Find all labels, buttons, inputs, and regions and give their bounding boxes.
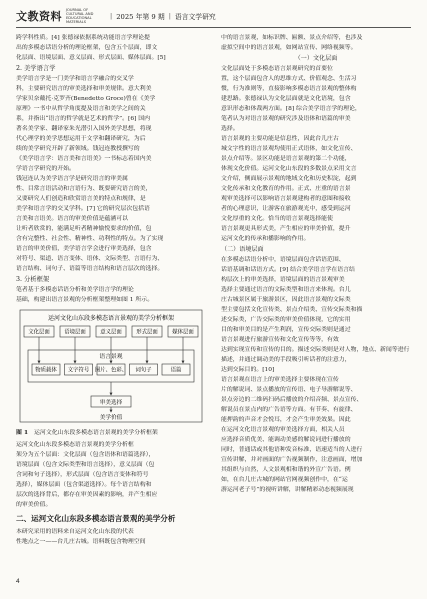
text-line: 庄古城景区属于旅游景区，因此语言景观的文际类 (221, 297, 351, 303)
figure-title: 运河文化山东段多模态语言景观的美学分析框架 (47, 315, 175, 322)
figure-caption-label: 图 1 (16, 429, 29, 436)
text-line: 架分为五个层面：文化层面（包含语体和语篇选择）， (16, 452, 155, 458)
text-line: 语言景观更具形式美，产生相应的审美价值，提升 (221, 226, 351, 232)
text-line: 又要研究人们创造和欣赏语言美的特点和规律，是 (16, 196, 146, 202)
paragraph (221, 375, 411, 495)
paragraph (221, 33, 411, 53)
inner-label: 词句子 (135, 367, 152, 374)
paragraph (16, 527, 206, 547)
column-label: 语言文学研究 (174, 13, 216, 21)
paragraph (221, 134, 411, 244)
text-line: 系，并指出“语言的哲学就是艺术的哲学”。[6] 国内 (16, 116, 151, 122)
layer-label: 文化层面 (28, 329, 50, 336)
text-line: 文化传承和文化教育的作用。正式、庄重的语言景 (221, 186, 351, 192)
text-line: 化层面、语境层面、意义层面、形式层面、媒体层面。[5] (16, 55, 166, 61)
figure-diagram (16, 308, 206, 426)
text-line: 描述，并通过调动美的手段吸引听话者的注意力， (221, 357, 351, 363)
text-line: 目的和审美目的是产生利润，宣传交际类则是通过 (221, 327, 351, 333)
paragraph (16, 74, 206, 174)
header-rule (16, 27, 411, 28)
subsection-heading: （一）文化层面 (294, 55, 338, 62)
figure-caption-text: 运河文化山东段多模态语言景观的美学分析框架 (34, 430, 158, 436)
text-line: 笔者认为对语言景观的研究涉及语体和语篇的审美 (221, 116, 351, 122)
layer-label: 语境层面 (64, 329, 86, 336)
text-line: 文化厚重的文化。恰当的语言景观选择能使 (221, 216, 333, 222)
text-line: 宣传讲解，并对画面的广告视频制作，注意画面，增加 (221, 457, 363, 463)
text-line: 游运河老子号”的视听讲解，讲解精彩动态视频展现 (221, 487, 354, 493)
text-line: 语境层面（包含文际类型和语言选择），意义层面（包 (16, 462, 155, 468)
text-line: 语言景观在语言上的审美选择主要体现在宣传 (221, 377, 339, 383)
text-line: 应选择音质优美、能调动美感的解说词进行播放的 (221, 437, 351, 443)
layer-label: 意义层面 (100, 329, 122, 336)
text-line: 置，这个层面包含人的思维方式、价值观念、生活习 (221, 76, 357, 82)
text-line: 片的解说词、景点播放的宣传语、电子导游解说等、 (221, 387, 357, 393)
text-line: 构层次上的审美选择，语境层面的语言景观审美 (221, 277, 345, 283)
text-line: 选择主要通过语言的文际类型和语言来体现。台儿 (221, 287, 351, 293)
text-line: 惯，行为准则等，直接影响多模态语言景观的整体构 (221, 86, 357, 92)
bottom-label: 美学价值 (99, 415, 123, 421)
text-line: 笔者基于多模态话语分析和美学语言学的理论 (16, 287, 134, 293)
text-line: 者的心理意识，让游客在旅游观光中，感受到运河 (221, 206, 351, 212)
text-line: 语言的审美价值，美学语言学会进行审美选择，包含 (16, 246, 152, 252)
text-line: 型主要包括文化宣传类、景点介绍类、宣传交际类和描 (221, 307, 363, 313)
inner-label: 文字符号 (67, 367, 90, 374)
text-line: 学语言学研究的开始。 (16, 166, 75, 172)
paragraph (16, 174, 206, 274)
text-line: 述交际类，广告交际类的审美价值体现，它的实用 (221, 317, 351, 323)
layer-label: 形式层面 (136, 329, 158, 336)
text-line: 美学语言学是一门美学和语言学融合的交叉学 (16, 76, 134, 82)
text-line: 《美学语言学：语言美和言语美》一书标志着国内美 (16, 156, 152, 162)
text-line: 著名美学家、翻译家朱光潜引入国外美学思想，将现 (16, 126, 152, 132)
text-line: 续的美学研究开辟了新领域。钱冠连教授撰写的 (16, 146, 140, 152)
text-line: 代心理学的美学思想运用于文学和翻译研究，为后 (16, 136, 146, 142)
text-line: 解说员在景点内的广告语等方面。有节奏、有旋律、 (221, 407, 357, 413)
text-line: 达到实现宣传和宣传的目的。描述交际类则是对人物，地点、新闻等进行 (221, 347, 410, 353)
text-line: 其组织与自然，人文景观相和谐的外宣广告语。例 (221, 467, 351, 473)
paragraph (16, 285, 206, 305)
paragraph (16, 440, 206, 510)
text-line: 建思路。张德禄认为文化层面就是文化语境，包含 (221, 96, 351, 102)
text-line: 话语基调和话语方式。[9] 结合美学语言学在语言结 (221, 267, 355, 273)
text-line: 体现文化价值。运河文化山东段的多数景点采用文言 (221, 166, 357, 172)
text-line: 跨学科性质。[4] 张德禄依据系统功能语言学理论提 (16, 35, 150, 41)
paragraph (221, 255, 411, 375)
text-line: 性、目常言语活动和言语行为、既要研究语言的美， (16, 186, 152, 192)
text-line: 城文字性的语言景观均使用正式语体，如文化宣传、 (221, 146, 357, 152)
text-line: 言美和言语美。语言的审美价值是蕴涵可以 (16, 216, 128, 222)
text-line: 美学和语言学的交叉学科。[7] 它的研究层次包括语 (16, 206, 150, 212)
header-separator: | (110, 12, 113, 20)
text-line: 中的语言景观，如标识牌、匾额、景点介绍等，也涉及 (221, 35, 363, 41)
text-line: 钱冠连认为美学语言学是研究语言的审美属 (16, 176, 128, 182)
text-line: 科，主要研究语言的审美选择和审美规律。意大利美 (16, 86, 152, 92)
figure-caption (16, 428, 206, 438)
text-line: 达到交际目的。[10] (221, 367, 275, 373)
section-heading: 3. 分析框架 (16, 276, 50, 283)
text-line: 基础，构建出语言景观的分析框架整理如图 1 所示。 (16, 297, 154, 303)
paragraph (16, 33, 206, 63)
text-line: 观审美选择可以影响语言景观建构者的意图和接收 (221, 196, 351, 202)
inner-label: 图片、色彩、 (94, 367, 128, 374)
page-header (16, 8, 411, 24)
right-column (221, 33, 411, 495)
text-line: 含词和句子选择），形式层面（包含语言变体和符号 (16, 472, 149, 478)
left-column (16, 33, 206, 547)
page-number: 4 (16, 578, 20, 585)
text-line: 文化层面处于多模态语言景观研究的首要位 (221, 66, 333, 72)
section-title: 二、运河文化山东段多模态语言景观的美学分析 (16, 514, 176, 523)
text-line: 景点旁边的二维码扫码后播放的介绍音频、景点宣传、 (221, 397, 363, 403)
text-line: 如，在台儿庄古城的网站官网视频创作中，在“运 (221, 477, 348, 483)
text-line: 语言结构、词句子、语篇等语言结构和语言层次的选择。 (16, 266, 164, 272)
text-line: 含有完整性、社会性、精神性、功利性的特点。为了实现 (16, 236, 164, 242)
text-line: 意识形态和体裁两方面。[8] 综合美学语言学的理论， (221, 106, 361, 112)
text-line: 运河文化山东段多模态语言景观的美学分析框 (16, 442, 134, 448)
framework-diagram (16, 308, 206, 426)
text-line: 让听者欣赏的，能满足听者精神愉悦要求的价值，包 (16, 226, 152, 232)
text-line: 文介绍，侧面展示景观的地域文化和历史积淀，起到 (221, 176, 357, 182)
issue-label: 2025 年第 9 期 (116, 13, 165, 21)
journal-logo: 文教资料 (16, 10, 62, 23)
text-line: 选择。 (221, 126, 239, 132)
text-line: 本研究采用的语料来自运河文化山东段的代表 (16, 529, 134, 535)
text-line: 语言景观进行旅游宣传和文化宣传等等，有效 (221, 337, 339, 343)
text-line: 的审美价值。 (16, 502, 52, 508)
text-line: 层次的选择背后，都存在审美因素的影响，并产生相应 (16, 492, 158, 498)
text-line: 虚拟空间中的语言景观，如网站宣传、网络视频等。 (221, 45, 357, 51)
subsection-heading: （二）语境层面 (221, 246, 264, 253)
text-line: 同时，普通话或其他语种发音标准，语速适当的人进行 (221, 447, 363, 453)
paragraph (221, 64, 411, 134)
text-line: 学家贝奈戴托·克罗齐(Benedetto Groce)曾在《美学 (16, 96, 156, 102)
text-line: 原理》一书中从哲学角度提及语言和美学之间的关 (16, 106, 146, 112)
text-line: 语言景观的主要功能是信息性，因此台儿庄古 (221, 136, 339, 142)
text-line: 选择），媒体层面（包含渠道选择）。每个语言结构和 (16, 482, 152, 488)
text-line: 对符号、渠道、语言变体、语体、文际类型、言语行为、 (16, 256, 164, 262)
text-line: 在多模态话语分析中，语境层面包含话语范围、 (221, 257, 345, 263)
inner-label: 物质载体 (35, 367, 57, 374)
header-separator: | (168, 12, 171, 20)
layer-label: 媒体层面 (172, 329, 194, 336)
text-line: 性地点之一——台儿庄古城。语料既包含物理空间 (16, 539, 146, 545)
text-line: 景点介绍等。景区功能是语言景观的第二个功能， (221, 156, 351, 162)
text-line: 运河文化的传承和播影响的作用。 (221, 236, 310, 242)
section-heading: 2. 美学语言学 (16, 65, 56, 72)
inner-label: 语篇 (170, 367, 182, 374)
journal-logo-english: JOURNAL OF CULTURAL AND EDUCATIONAL MATERIALS (66, 8, 94, 24)
text-line: 出的多模态话语分析的理论框架，包含五个层面，即文 (16, 45, 158, 51)
text-line: 在运河文化语言景观的审美选择方面，相关人员 (221, 427, 345, 433)
inner-title: 语言景观 (99, 354, 123, 360)
bottom-box-label: 审美选择 (99, 399, 123, 406)
text-line: 能押韵的声音才会悦耳，才会产生审美效果。因此 (221, 417, 351, 423)
